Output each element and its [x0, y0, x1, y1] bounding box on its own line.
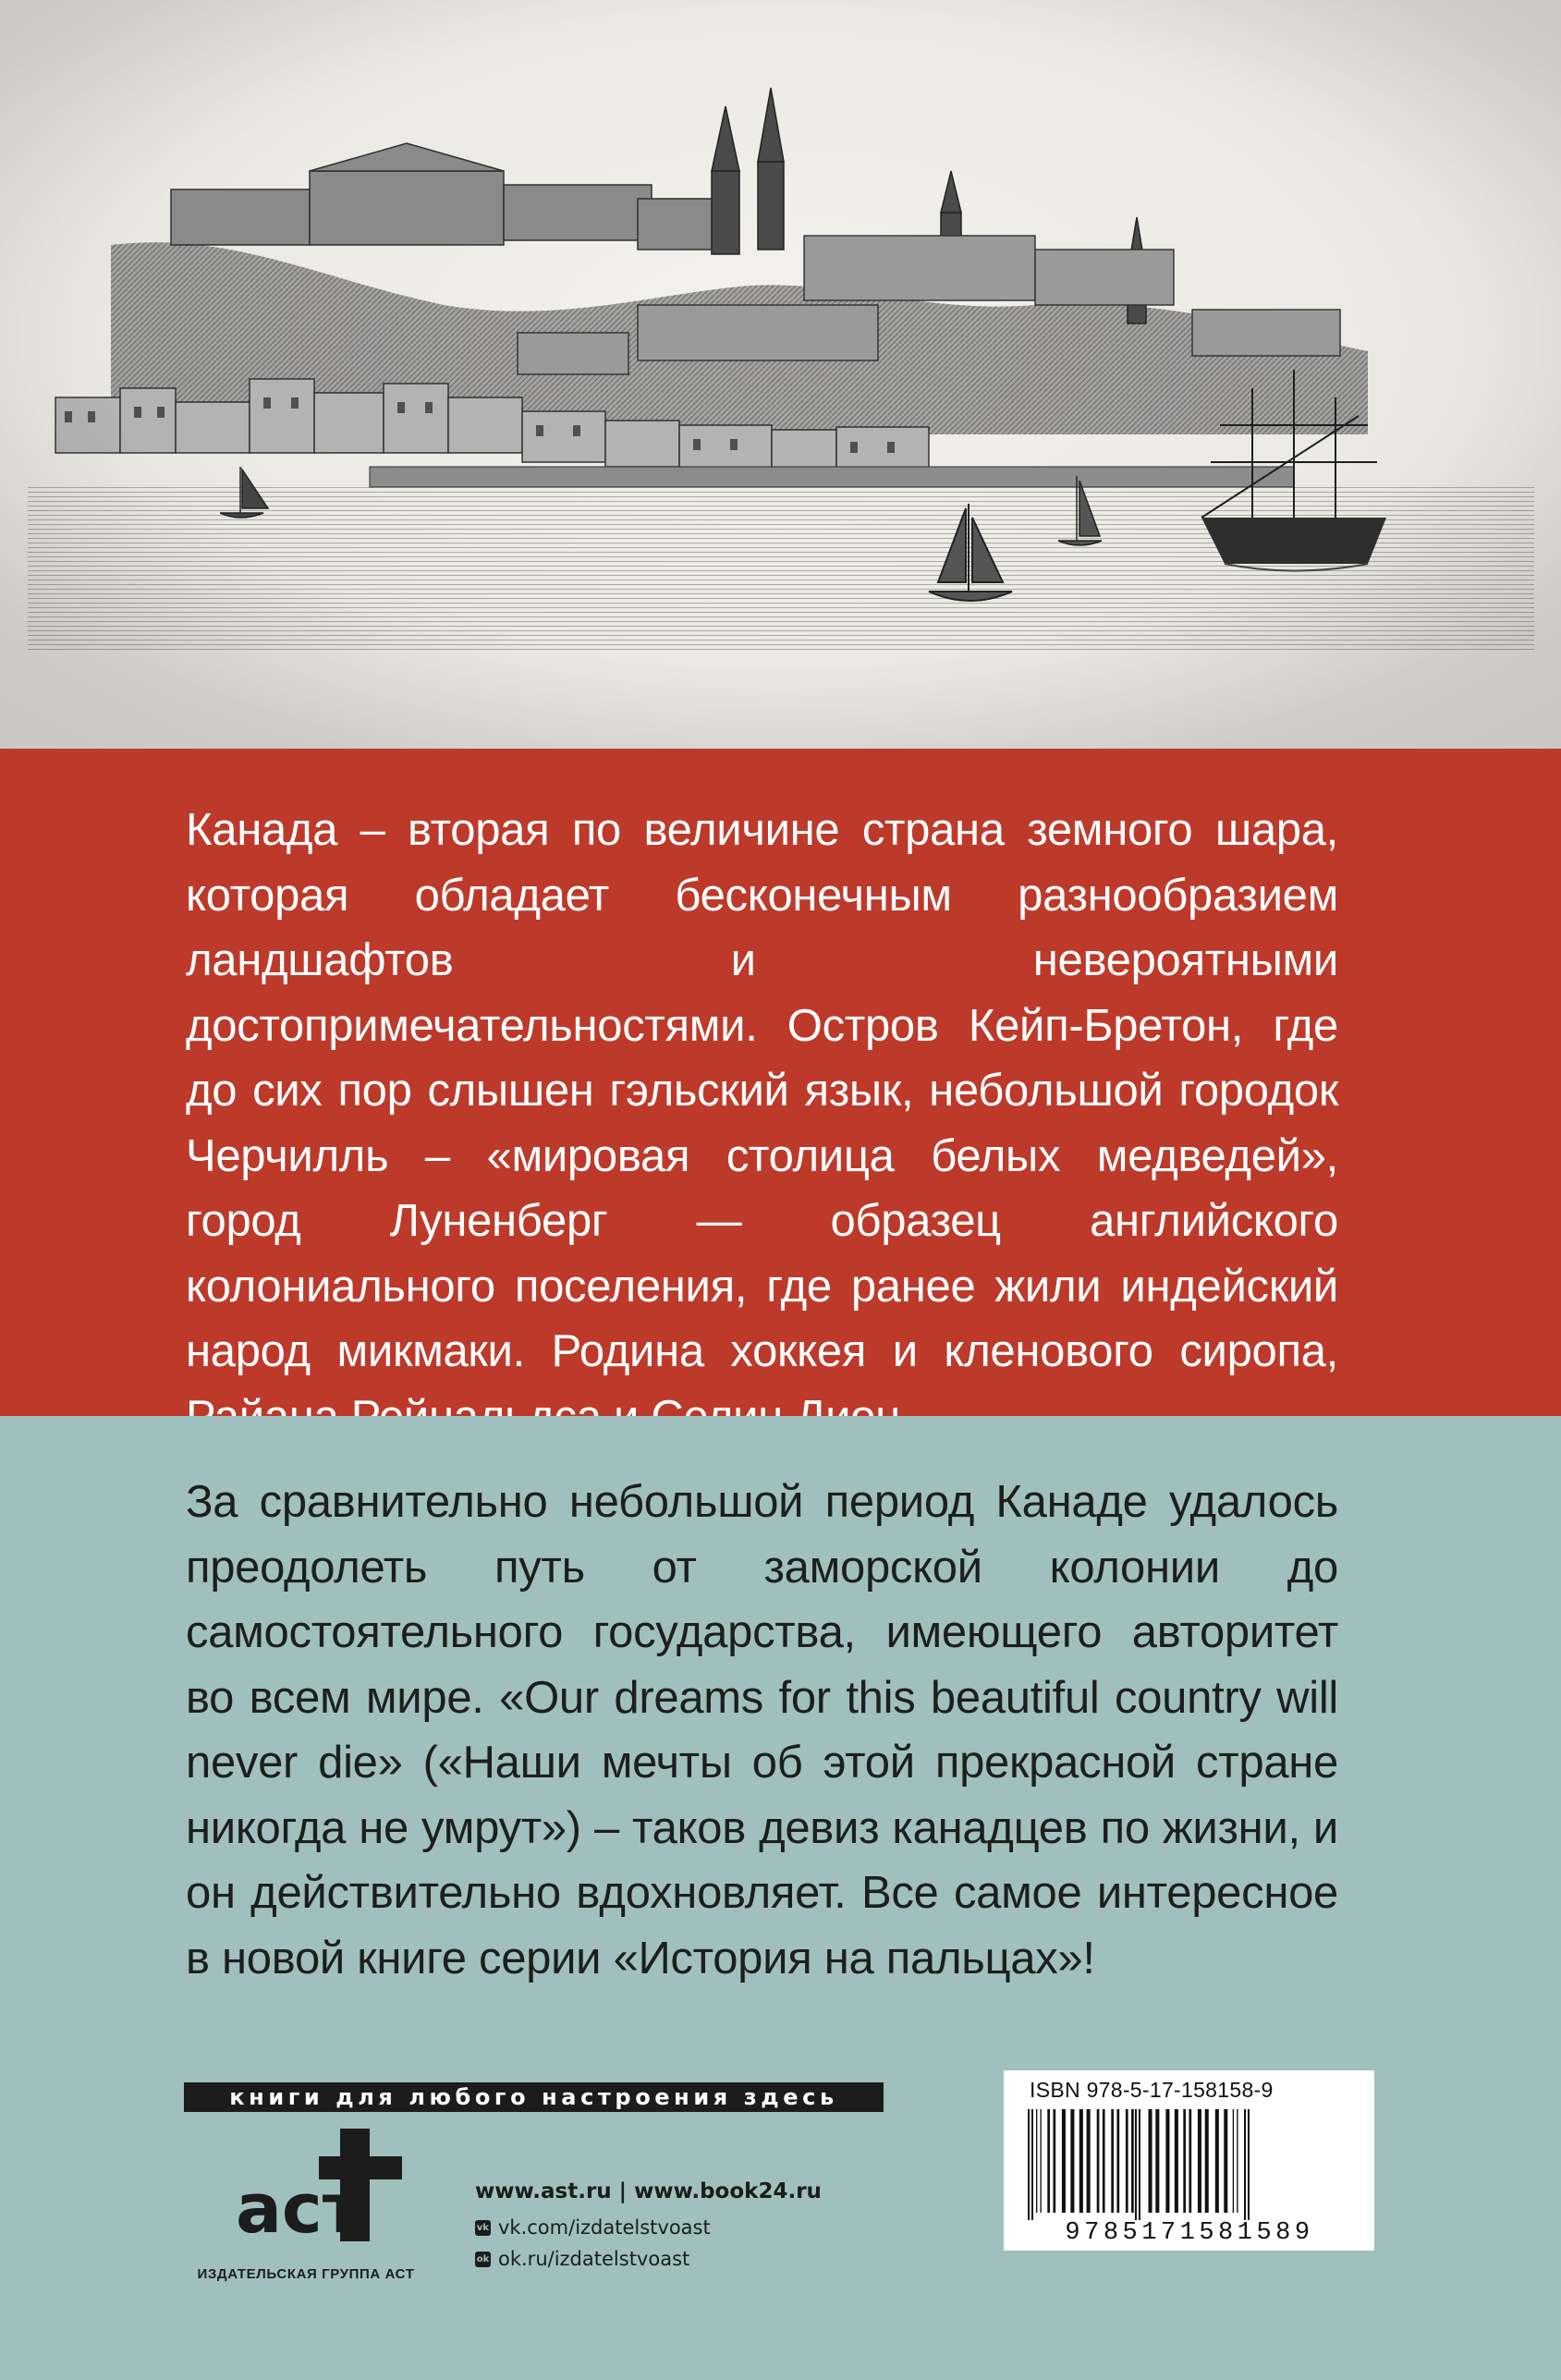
publisher-logo: [231, 2129, 416, 2244]
barcode-bar: [1139, 2109, 1140, 2220]
barcode-bar: [1165, 2109, 1169, 2213]
barcode-bar: [1041, 2109, 1042, 2213]
barcode-bar: [1062, 2109, 1066, 2213]
barcode-bar: [1149, 2109, 1152, 2213]
book-annotation: Канада – вторая по величине страна земного шара, которая обладает бесконечным разнообразием ландшафтов и невероятными достопримечательностями. Остров Кейп-Бретон, где до сих пор слышен гэльский язык, небольшой городок Черчилль – «мировая столица белых медведей», город Луненберг — образец английского колониального поселения, где ранее жили индейский народ микмаки. Родина хоккея и кленового сиропа,: [186, 805, 1338, 1376]
barcode-bar: [1189, 2109, 1191, 2213]
website-links[interactable]: www.ast.ru | www.book24.ru: [475, 2179, 822, 2203]
ok-link-row[interactable]: [475, 2248, 822, 2270]
barcode-bar: [1205, 2109, 1209, 2213]
barcode-bar: [1028, 2109, 1030, 2220]
barcode-bar: [1135, 2109, 1137, 2220]
barcode-bar: [1183, 2109, 1186, 2213]
barcode-bar: [1103, 2109, 1105, 2213]
barcode-bar: [1087, 2109, 1091, 2213]
barcode-bar: [1233, 2109, 1234, 2213]
book-description: За сравнительно небольшой период Канаде удалось преодолеть путь от заморской колонии до самостоятельного государства, имеющего авторитет во всем мире. «Our dreams for this beautiful country will never die» («Наши мечты об этой прекрасной стране никогда не умрут») – таков девиз канадцев по жизни, и он действительно вдохновляет. Все самое интересное в новой книге серии «История на пальцах»!: [186, 1477, 1338, 1983]
vk-icon: vk: [475, 2220, 491, 2236]
barcode-bar: [1053, 2109, 1055, 2213]
barcode-bar: [1131, 2109, 1134, 2213]
barcode-bar: [1244, 2109, 1246, 2220]
barcode-bar: [1215, 2109, 1219, 2213]
barcode-bar: [1248, 2109, 1250, 2220]
vk-link-text: vk.com/izdatelstvoast: [498, 2216, 711, 2239]
barcode-bar: [1036, 2109, 1037, 2213]
ast-logo-icon: [231, 2129, 416, 2244]
ok-icon: ok: [475, 2252, 491, 2267]
logo-lettering: аст: [236, 2169, 362, 2244]
city-harbor-illustration: [0, 0, 1561, 749]
publisher-caption: ИЗДАТЕЛЬСКАЯ ГРУППА АСТ: [197, 2266, 415, 2282]
publisher-slogan: книги для любого настроения здесь: [184, 2082, 884, 2112]
vk-link-row[interactable]: [475, 2216, 822, 2239]
isbn-barcode-box: [1004, 2070, 1374, 2251]
barcode-bar: [1111, 2109, 1114, 2213]
barcode-bar: [1175, 2109, 1178, 2213]
barcode-bar: [1198, 2109, 1201, 2213]
barcode-bar: [1116, 2109, 1119, 2213]
barcode-bar: [1224, 2109, 1227, 2213]
barcode-bar: [1070, 2109, 1074, 2213]
cover-engraving: [0, 0, 1561, 749]
ok-link-text: ok.ru/izdatelstvoast: [498, 2248, 690, 2270]
barcode-digits: 9785171581589: [1065, 2219, 1314, 2247]
vk-link[interactable]: [498, 2216, 711, 2239]
barcode-bar: [1079, 2109, 1083, 2213]
barcode-bar: [1126, 2109, 1128, 2213]
barcode-icon: [1024, 2109, 1355, 2220]
barcode-bar: [1155, 2109, 1159, 2213]
publisher-links: [475, 2179, 822, 2270]
barcode-bar: [1237, 2109, 1238, 2213]
annotation-band: [0, 749, 1561, 1416]
barcode-bar: [1031, 2109, 1033, 2220]
barcode-bar: [1097, 2109, 1100, 2213]
isbn-number: ISBN 978-5-17-158158-9: [1030, 2078, 1274, 2102]
barcode-bar: [1047, 2109, 1050, 2213]
ok-link[interactable]: [498, 2248, 689, 2270]
